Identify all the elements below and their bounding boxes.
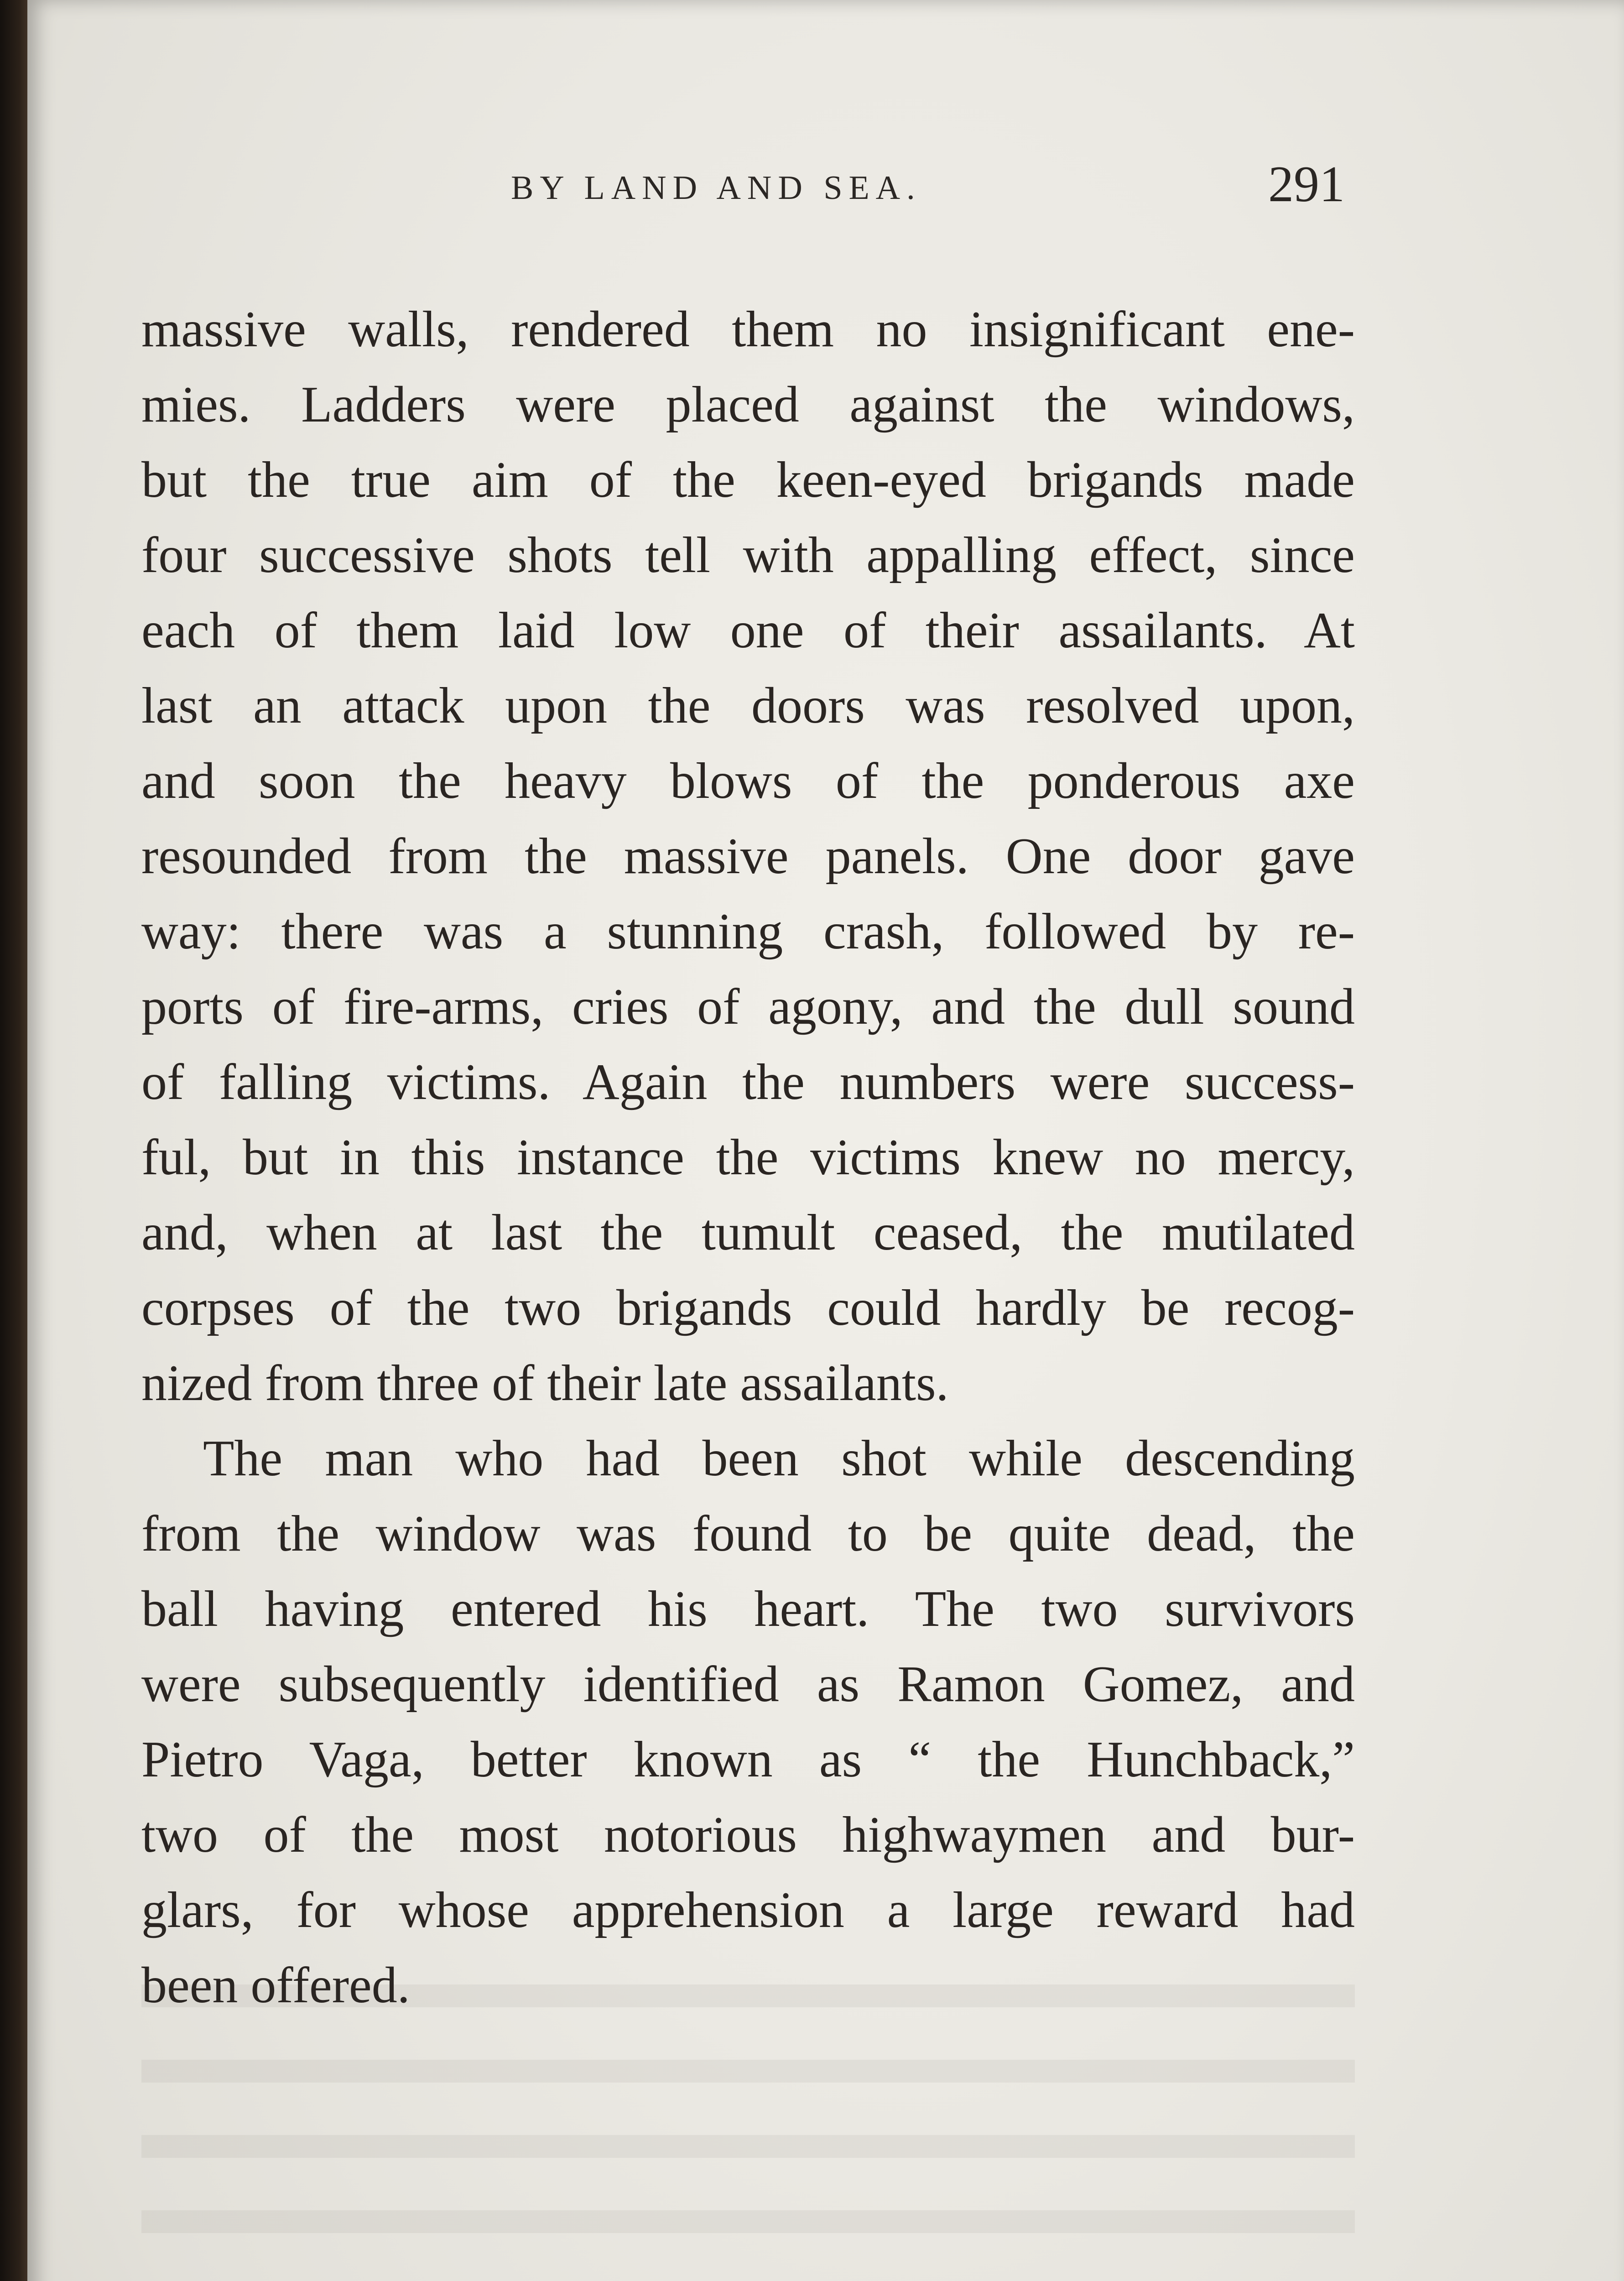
text-line: Pietro Vaga, better known as “ the Hunchback,”	[141, 1731, 1355, 1788]
text-line: were subsequently identified as Ramon Gomez, and	[141, 1656, 1355, 1713]
text-line: massive walls, rendered them no insignificant ene-	[141, 301, 1355, 358]
text-line: The man who had been shot while descending	[203, 1430, 1355, 1487]
text-line: resounded from the massive panels. One door gave	[141, 828, 1355, 885]
text-line: four successive shots tell with appalling effect, since	[141, 527, 1355, 583]
text-line: and soon the heavy blows of the ponderous axe	[141, 753, 1355, 809]
text-line: glars, for whose apprehension a large reward had	[141, 1882, 1355, 1938]
running-head-title: BY LAND AND SEA.	[511, 169, 921, 207]
text-line: been offered.	[141, 1957, 410, 2014]
text-line: corpses of the two brigands could hardly be recog-	[141, 1280, 1355, 1336]
text-line: nized from three of their late assailants.	[141, 1355, 949, 1411]
text-line: and, when at last the tumult ceased, the mutilated	[141, 1204, 1355, 1261]
text-line: ful, but in this instance the victims knew no mercy,	[141, 1129, 1355, 1186]
paragraph	[141, 1421, 1355, 2023]
text-line: but the true aim of the keen-eyed brigands made	[141, 452, 1355, 508]
book-page	[27, 0, 1624, 2281]
text-line: each of them laid low one of their assailants. At	[141, 602, 1355, 659]
text-line: ports of fire-arms, cries of agony, and the dull sound	[141, 979, 1355, 1035]
text-line: way: there was a stunning crash, followed by re-	[141, 903, 1355, 960]
body-text	[141, 292, 1355, 2023]
text-line: ball having entered his heart. The two survivors	[141, 1581, 1355, 1637]
text-line: last an attack upon the doors was resolved upon,	[141, 677, 1355, 734]
page-number: 291	[1268, 156, 1345, 213]
text-line: mies. Ladders were placed against the windows,	[141, 376, 1355, 433]
text-line: two of the most notorious highwaymen and bur-	[141, 1807, 1355, 1863]
text-line: from the window was found to be quite dead, the	[141, 1505, 1355, 1562]
text-line: of falling victims. Again the numbers were success-	[141, 1054, 1355, 1110]
paragraph	[141, 292, 1355, 1421]
